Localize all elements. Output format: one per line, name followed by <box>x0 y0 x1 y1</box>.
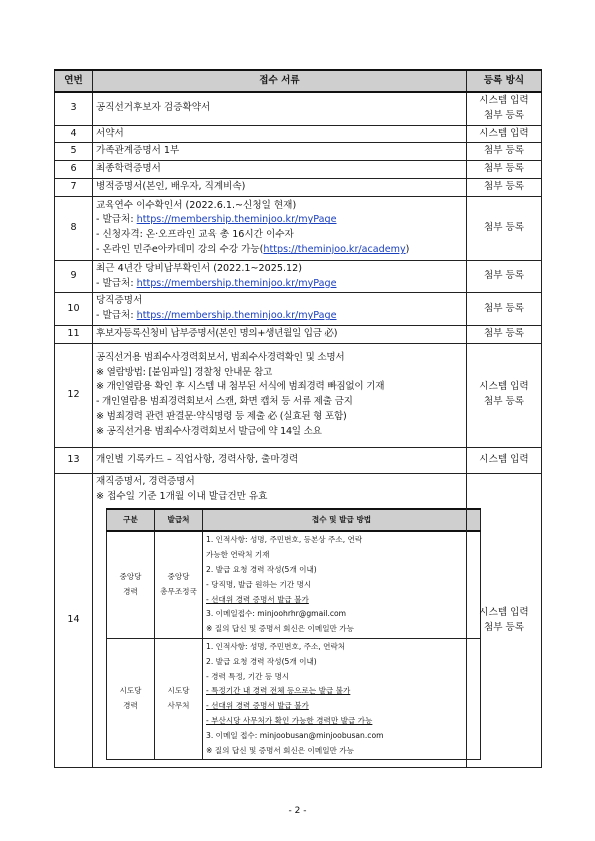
table-row <box>55 161 542 179</box>
doc-line: ※ 접수일 기준 1개월 이내 발급건만 유효 <box>96 490 268 502</box>
row-method: 시스템 입력 <box>467 125 542 143</box>
inner-method <box>203 638 481 759</box>
inner-row-regional <box>107 638 481 759</box>
inner-issuer-line: 총무조정국 <box>160 587 197 597</box>
row-document: 최종학력증명서 <box>93 161 467 179</box>
doc-text: ) <box>405 244 410 256</box>
issuance-table <box>106 508 481 760</box>
inner-header-method: 접수 및 발급 방법 <box>203 509 481 531</box>
row-method: 첨부 등록 <box>467 325 542 343</box>
table-row <box>55 125 542 143</box>
row-document: 가족관계증명서 1부 <box>93 143 467 161</box>
inner-line: - 선대위 경력 증명서 발급 불가 <box>206 701 309 711</box>
membership-link[interactable]: https://membership.theminjoo.kr/myPage <box>136 277 337 289</box>
row-method: 시스템 입력 <box>467 447 542 473</box>
row-number: 9 <box>55 260 93 293</box>
inner-line: 1. 인적사항: 성명, 주민번호, 등본상 주소, 연락 <box>206 535 363 545</box>
table-row <box>55 143 542 161</box>
doc-line: 교육연수 이수확인서 (2022.6.1.~신청일 현재) <box>96 199 297 211</box>
inner-line: - 부산시당 사무처가 확인 가능한 경력만 발급 가능 <box>206 715 373 725</box>
doc-text: - 발급처: <box>96 277 137 289</box>
page-number: - 2 - <box>288 806 307 816</box>
table-row <box>55 196 542 260</box>
row-number: 5 <box>55 143 93 161</box>
header-number: 연번 <box>55 70 93 92</box>
membership-link[interactable]: https://membership.theminjoo.kr/myPage <box>136 214 337 226</box>
row-number: 14 <box>55 473 93 768</box>
row-method <box>467 343 542 447</box>
inner-line: - 특정기간 내 경력 전체 등으로는 발급 불가 <box>206 686 351 696</box>
inner-line: - 당직명, 발급 원하는 기간 명시 <box>206 579 312 589</box>
academy-link[interactable]: https://theminjoo.kr/academy <box>263 244 406 256</box>
doc-line: 공직선거용 범죄수사경력회보서, 범죄수사경력확인 및 소명서 <box>96 351 345 363</box>
inner-line: 1. 인적사항: 성명, 주민번호, 주소, 연락처 <box>206 641 346 651</box>
membership-link[interactable]: https://membership.theminjoo.kr/myPage <box>136 310 337 322</box>
inner-issuer-line: 사무처 <box>167 701 190 711</box>
method-line: 시스템 입력 <box>479 381 529 393</box>
doc-line <box>96 309 463 324</box>
inner-line: 가능한 연락처 기재 <box>206 550 270 560</box>
inner-line: - 선대위 경력 증명서 발급 불가 <box>206 594 309 604</box>
doc-line: ※ 열람방법: [붙임파일] 경찰청 안내문 참고 <box>96 366 273 378</box>
row-method: 첨부 등록 <box>467 161 542 179</box>
method-line: 첨부 등록 <box>483 396 525 408</box>
doc-text: - 발급처: <box>96 310 137 322</box>
row-document <box>93 293 467 326</box>
doc-text: - 발급처: <box>96 214 137 226</box>
inner-row-central <box>107 531 481 638</box>
row-document <box>93 343 467 447</box>
row-number: 4 <box>55 125 93 143</box>
inner-method <box>203 531 481 638</box>
method-line: 시스템 입력 <box>479 606 529 618</box>
table-row <box>55 293 542 326</box>
inner-line: 3. 이메일 접수: minjoobusan@minjoobusan.com <box>206 730 384 740</box>
row-method <box>467 92 542 125</box>
row-method: 첨부 등록 <box>467 260 542 293</box>
inner-header-type: 구분 <box>107 509 155 531</box>
row-document: 공직선거후보자 검증확약서 <box>93 92 467 125</box>
row-document: 서약서 <box>93 125 467 143</box>
inner-type-line: 중앙당 <box>119 572 142 582</box>
doc-line: - 개인열람용 범죄경력회보서 스캔, 화면 캡처 등 서류 제출 금지 <box>96 396 353 408</box>
row-document <box>93 196 467 260</box>
row-document: 병적증명서(본인, 배우자, 직계비속) <box>93 178 467 196</box>
row-number: 6 <box>55 161 93 179</box>
row-number: 10 <box>55 293 93 326</box>
doc-line: 최근 4년간 당비납부확인서 (2022.1~2025.12) <box>96 262 302 274</box>
table-row <box>55 473 542 768</box>
row-number: 8 <box>55 196 93 260</box>
row-number: 3 <box>55 92 93 125</box>
inner-line: - 경력 특정, 기간 등 명시 <box>206 671 290 681</box>
table-row <box>55 343 542 447</box>
row-method <box>467 473 542 768</box>
row-number: 11 <box>55 325 93 343</box>
inner-line: ※ 질의 답신 및 증명서 회신은 이메일만 가능 <box>206 745 354 755</box>
row-method: 첨부 등록 <box>467 143 542 161</box>
row-document: 개인별 기록카드 – 직업사항, 경력사항, 출마경력 <box>93 447 467 473</box>
inner-line: 3. 이메일접수: minjoohrhr@gmail.com <box>206 609 347 619</box>
table-row <box>55 260 542 293</box>
doc-line: ※ 범죄경력 관련 판결문·약식명령 등 제출 必 (실효된 형 포함) <box>96 411 347 423</box>
row-number: 7 <box>55 178 93 196</box>
inner-issuer-line: 중앙당 <box>167 572 190 582</box>
inner-line: 2. 발급 요청 경력 작성(5개 이내) <box>206 656 317 666</box>
document-table <box>54 69 542 768</box>
inner-type-line: 시도당 <box>119 686 142 696</box>
doc-line: - 신청자격: 온·오프라인 교육 총 16시간 이수자 <box>96 229 294 241</box>
table-row <box>55 178 542 196</box>
doc-line <box>96 213 463 228</box>
header-method: 등록 방식 <box>467 70 542 92</box>
inner-issuer <box>155 531 203 638</box>
inner-header-issuer: 발급처 <box>155 509 203 531</box>
table-row <box>55 325 542 343</box>
table-row <box>55 447 542 473</box>
document-page <box>54 69 541 768</box>
inner-issuer-line: 시도당 <box>167 686 190 696</box>
method-line: 시스템 입력 <box>479 95 529 106</box>
inner-type <box>107 531 155 638</box>
method-line: 첨부 등록 <box>483 621 525 633</box>
row-number: 12 <box>55 343 93 447</box>
row-method: 첨부 등록 <box>467 196 542 260</box>
inner-header-row <box>107 509 481 531</box>
inner-type-line: 경력 <box>123 701 138 711</box>
row-document <box>93 260 467 293</box>
inner-line: ※ 질의 답신 및 증명서 회신은 이메일만 가능 <box>206 624 354 634</box>
doc-text: - 온라인 민주e아카데미 강의 수강 가능( <box>96 244 264 256</box>
inner-issuer <box>155 638 203 759</box>
doc-line: ※ 개인열람용 확인 후 시스템 내 첨부된 서식에 범죄경력 빠짐없이 기재 <box>96 381 385 393</box>
doc-line <box>96 243 463 258</box>
doc-line <box>96 277 463 292</box>
inner-type <box>107 638 155 759</box>
inner-type-line: 경력 <box>123 587 138 597</box>
row-document <box>93 473 467 768</box>
method-line: 첨부 등록 <box>483 109 525 121</box>
row-document: 후보자등록신청비 납부증명서(본인 명의+생년월일 입금 必) <box>93 325 467 343</box>
row-method: 첨부 등록 <box>467 178 542 196</box>
table-row <box>55 92 542 125</box>
header-document: 접수 서류 <box>93 70 467 92</box>
doc-line: ※ 공직선거용 범죄수사경력회보서 발급에 약 14일 소요 <box>96 425 322 437</box>
row-number: 13 <box>55 447 93 473</box>
doc-line: 재직증명서, 경력증명서 <box>96 475 195 487</box>
table-header-row <box>55 70 542 92</box>
inner-line: 2. 발급 요청 경력 작성(5개 이내) <box>206 564 317 574</box>
row-method: 첨부 등록 <box>467 293 542 326</box>
doc-line: 당직증명서 <box>96 295 143 307</box>
